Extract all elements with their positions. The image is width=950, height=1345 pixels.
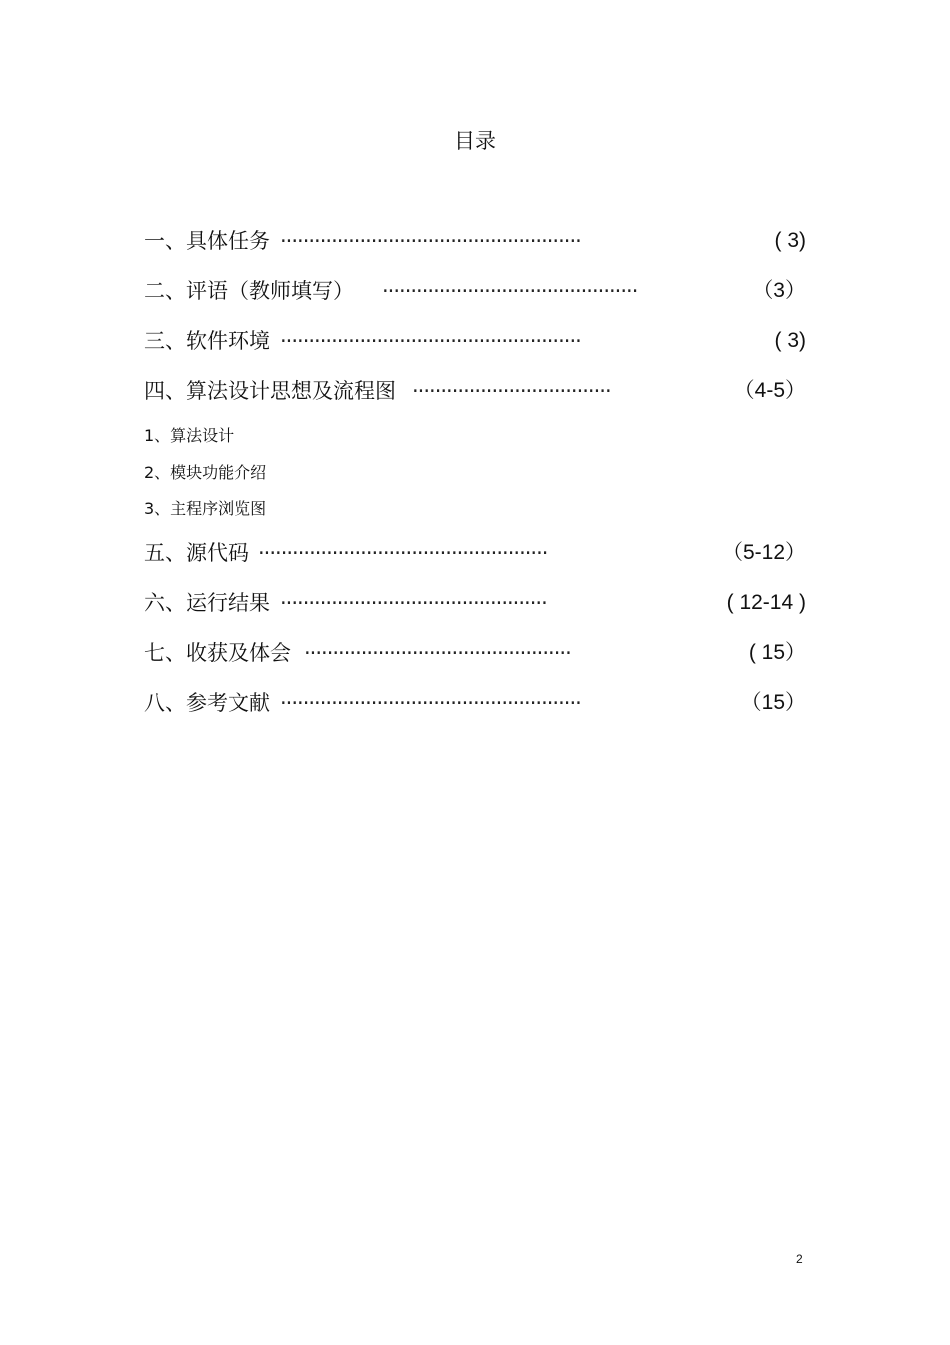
toc-page-ref: ( 12-14 ): [726, 591, 806, 614]
toc-entry-label: 四、算法设计思想及流程图: [144, 379, 396, 403]
toc-entry-4: [144, 376, 806, 406]
toc-entry-2: [144, 276, 806, 306]
toc-entry-label: 八、参考文献: [144, 691, 270, 715]
toc-page-ref: ( 3): [774, 329, 806, 352]
toc-entry-label: 六、运行结果: [144, 591, 270, 615]
toc-page-ref: ( 15）: [748, 641, 806, 664]
toc-leader-dots: ···································: [412, 379, 611, 403]
toc-entry-6: [144, 588, 806, 618]
toc-entry-label: 一、具体任务: [144, 229, 270, 253]
toc-entry-8: [144, 688, 806, 718]
toc-entry-5: [144, 538, 806, 568]
toc-entry-3: [144, 326, 806, 356]
toc-leader-dots: ·····················································: [280, 229, 581, 253]
toc-leader-dots: ···············································: [280, 591, 547, 615]
toc-entry-label: 二、评语（教师填写）: [144, 279, 354, 303]
toc-page-ref: （5-12）: [721, 541, 806, 564]
toc-subentry-3: 3、主程序浏览图: [144, 499, 267, 518]
toc-leader-dots: ···············································: [304, 641, 571, 665]
page-number: 2: [796, 1252, 803, 1266]
toc-page-ref: （4-5）: [733, 379, 806, 402]
toc-entry-1: [144, 226, 806, 256]
toc-leader-dots: ·············································: [382, 279, 638, 303]
toc-page-ref: （3）: [752, 279, 806, 302]
toc-entry-7: [144, 638, 806, 668]
toc-leader-dots: ···················································: [258, 541, 548, 565]
toc-page-ref: ( 3): [774, 229, 806, 252]
toc-entry-label: 七、收获及体会: [144, 641, 291, 665]
toc-leader-dots: ·····················································: [280, 329, 581, 353]
toc-page-ref: （15）: [740, 691, 806, 714]
toc-entry-label: 五、源代码: [144, 541, 249, 565]
page-title: 目录: [454, 129, 496, 153]
toc-entry-label: 三、软件环境: [144, 329, 270, 353]
toc-leader-dots: ·····················································: [280, 691, 581, 715]
toc-subentry-1: 1、算法设计: [144, 426, 235, 445]
toc-subentry-2: 2、模块功能介绍: [144, 463, 267, 482]
